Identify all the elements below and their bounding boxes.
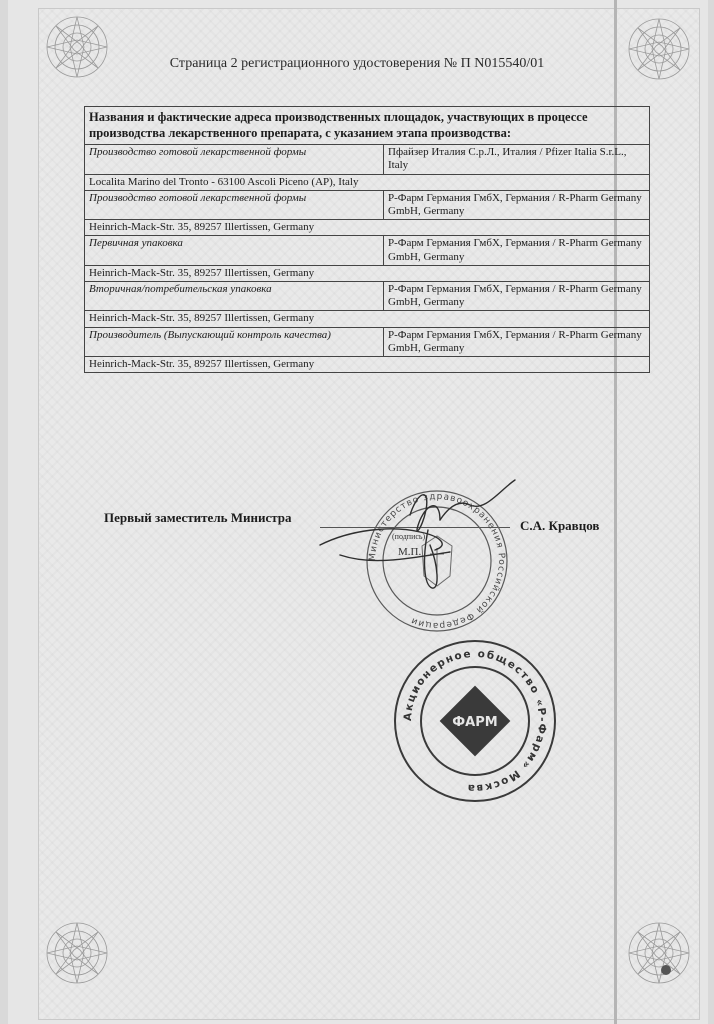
- page-header: Страница 2 регистрационного удостоверения № П N015540/01: [169, 56, 545, 71]
- corner-rosette-icon: [624, 918, 694, 988]
- table-title-row: [85, 107, 650, 145]
- company-cell: Р-Фарм Германия ГмбХ, Германия / R-Pharm Germany GmbH, Germany: [384, 236, 650, 265]
- address-cell: Heinrich-Mack-Str. 35, 89257 Illertissen, Germany: [85, 265, 650, 281]
- table-title: Названия и фактические адреса производственных площадок, участвующих в процессе производства лекарственного препарата, с указанием этапа производства:: [85, 107, 650, 145]
- signature-caption: (подпись): [392, 532, 426, 541]
- company-cell: Р-Фарм Германия ГмбХ, Германия / R-Pharm Germany GmbH, Germany: [384, 327, 650, 356]
- position-title: Первый заместитель Министра: [104, 510, 292, 525]
- table-row: [85, 281, 650, 310]
- corner-rosette-icon: [624, 14, 694, 84]
- corner-rosette-icon: [42, 918, 112, 988]
- table-row: [85, 145, 650, 174]
- ministry-stamp-text: Министерство здравоохранения Российской Федерации: [367, 491, 507, 631]
- address-cell: Heinrich-Mack-Str. 35, 89257 Illertissen, Germany: [85, 220, 650, 236]
- company-cell: Пфайзер Италия С.р.Л., Италия / Pfizer Italia S.r.L., Italy: [384, 145, 650, 174]
- address-cell: Heinrich-Mack-Str. 35, 89257 Illertissen, Germany: [85, 311, 650, 327]
- company-cell: Р-Фарм Германия ГмбХ, Германия / R-Pharm Germany GmbH, Germany: [384, 281, 650, 310]
- table-row: [85, 356, 650, 372]
- address-cell: Localita Marino del Tronto - 63100 Ascoli Piceno (AP), Italy: [85, 174, 650, 190]
- minister-name: С.А. Кравцов: [520, 518, 600, 533]
- company-stamp-text: Акционерное общество «Р-Фарм» Москва: [401, 647, 549, 795]
- stage-cell: Вторичная/потребительская упаковка: [85, 281, 384, 310]
- table-row: [85, 190, 650, 219]
- address-cell: Heinrich-Mack-Str. 35, 89257 Illertissen, Germany: [85, 356, 650, 372]
- table-row: [85, 265, 650, 281]
- company-logo-text: ФАРМ: [452, 715, 498, 730]
- company-stamp: [390, 636, 560, 806]
- handwritten-signature: [300, 470, 530, 600]
- stage-cell: Производство готовой лекарственной формы: [85, 190, 384, 219]
- company-cell: Р-Фарм Германия ГмбХ, Германия / R-Pharm Germany GmbH, Germany: [384, 190, 650, 219]
- table-row: [85, 174, 650, 190]
- stage-cell: Производитель (Выпускающий контроль качества): [85, 327, 384, 356]
- production-sites-table: [84, 106, 650, 373]
- table-row: [85, 311, 650, 327]
- r-pharm-logo-icon: [440, 686, 511, 757]
- stage-cell: Первичная упаковка: [85, 236, 384, 265]
- table-row: [85, 236, 650, 265]
- seal-mark: М.П.: [398, 546, 422, 558]
- table-row: [85, 220, 650, 236]
- table-row: [85, 327, 650, 356]
- stage-cell: Производство готовой лекарственной формы: [85, 145, 384, 174]
